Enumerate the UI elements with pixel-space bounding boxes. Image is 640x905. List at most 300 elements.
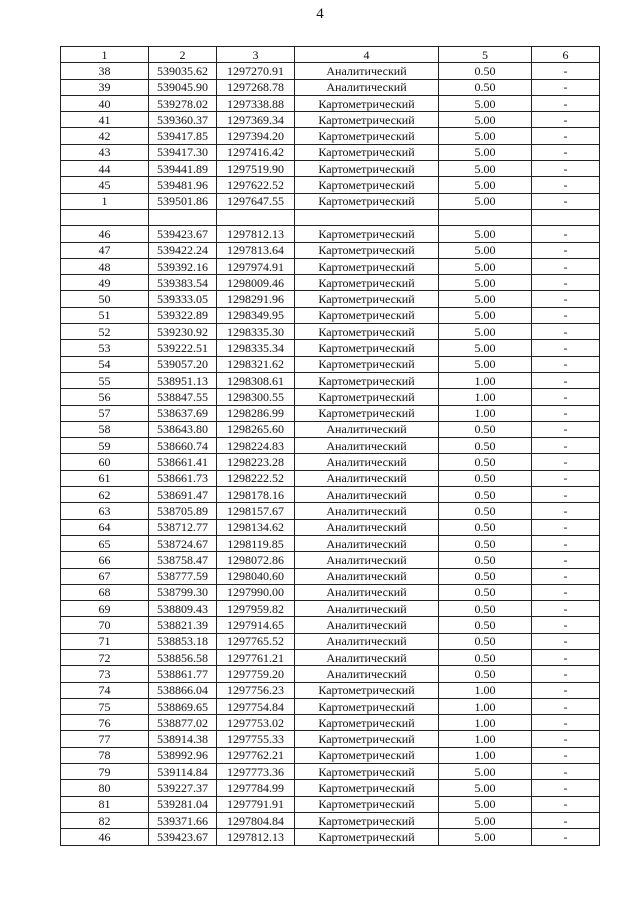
y-coordinate-cell: 1298224.83 xyxy=(217,438,295,454)
point-number-cell: 79 xyxy=(61,764,149,780)
point-number-cell: 70 xyxy=(61,617,149,633)
note-cell: - xyxy=(532,144,600,160)
point-number-cell: 82 xyxy=(61,812,149,828)
accuracy-cell: 1.00 xyxy=(439,731,532,747)
accuracy-cell: 5.00 xyxy=(439,340,532,356)
method-cell: Картометрический xyxy=(295,698,439,714)
method-cell xyxy=(295,209,439,225)
x-coordinate-cell: 538914.38 xyxy=(149,731,217,747)
point-number-cell: 78 xyxy=(61,747,149,763)
accuracy-cell: 0.50 xyxy=(439,79,532,95)
point-number-cell: 49 xyxy=(61,275,149,291)
table-row xyxy=(61,796,600,812)
table-row xyxy=(61,389,600,405)
table-row xyxy=(61,454,600,470)
accuracy-cell: 0.50 xyxy=(439,617,532,633)
method-cell: Картометрический xyxy=(295,193,439,209)
accuracy-cell: 0.50 xyxy=(439,666,532,682)
point-number-cell: 62 xyxy=(61,487,149,503)
method-cell: Картометрический xyxy=(295,340,439,356)
method-cell: Аналитический xyxy=(295,552,439,568)
note-cell: - xyxy=(532,698,600,714)
y-coordinate-cell xyxy=(217,209,295,225)
x-coordinate-cell: 538869.65 xyxy=(149,698,217,714)
table-header xyxy=(61,47,600,63)
accuracy-cell: 5.00 xyxy=(439,226,532,242)
accuracy-cell: 0.50 xyxy=(439,454,532,470)
table-row xyxy=(61,258,600,274)
note-cell: - xyxy=(532,275,600,291)
accuracy-cell: 5.00 xyxy=(439,812,532,828)
table-row xyxy=(61,291,600,307)
method-cell: Картометрический xyxy=(295,226,439,242)
table-row xyxy=(61,535,600,551)
note-cell: - xyxy=(532,291,600,307)
y-coordinate-cell: 1297813.64 xyxy=(217,242,295,258)
x-coordinate-cell: 538661.41 xyxy=(149,454,217,470)
note-cell: - xyxy=(532,324,600,340)
table-row xyxy=(61,698,600,714)
x-coordinate-cell: 539423.67 xyxy=(149,226,217,242)
table-row xyxy=(61,649,600,665)
y-coordinate-cell: 1297519.90 xyxy=(217,161,295,177)
y-coordinate-cell: 1298321.62 xyxy=(217,356,295,372)
x-coordinate-cell: 539422.24 xyxy=(149,242,217,258)
x-coordinate-cell: 539383.54 xyxy=(149,275,217,291)
y-coordinate-cell: 1298349.95 xyxy=(217,307,295,323)
method-cell: Аналитический xyxy=(295,79,439,95)
x-coordinate-cell: 538877.02 xyxy=(149,715,217,731)
note-cell: - xyxy=(532,79,600,95)
x-coordinate-cell xyxy=(149,209,217,225)
table-body xyxy=(61,63,600,845)
accuracy-cell: 5.00 xyxy=(439,128,532,144)
method-cell: Аналитический xyxy=(295,470,439,486)
x-coordinate-cell: 539481.96 xyxy=(149,177,217,193)
note-cell: - xyxy=(532,421,600,437)
x-coordinate-cell: 538951.13 xyxy=(149,372,217,388)
method-cell: Аналитический xyxy=(295,584,439,600)
method-cell: Картометрический xyxy=(295,324,439,340)
method-cell: Аналитический xyxy=(295,666,439,682)
note-cell: - xyxy=(532,405,600,421)
point-number-cell: 75 xyxy=(61,698,149,714)
table-row xyxy=(61,812,600,828)
method-cell: Картометрический xyxy=(295,112,439,128)
point-number-cell: 71 xyxy=(61,633,149,649)
coordinates-table xyxy=(60,46,600,846)
y-coordinate-cell: 1297270.91 xyxy=(217,63,295,79)
y-coordinate-cell: 1298300.55 xyxy=(217,389,295,405)
y-coordinate-cell: 1298335.30 xyxy=(217,324,295,340)
y-coordinate-cell: 1298222.52 xyxy=(217,470,295,486)
accuracy-cell: 0.50 xyxy=(439,519,532,535)
note-cell: - xyxy=(532,258,600,274)
note-cell: - xyxy=(532,356,600,372)
point-number-cell: 56 xyxy=(61,389,149,405)
accuracy-cell: 5.00 xyxy=(439,324,532,340)
note-cell: - xyxy=(532,535,600,551)
table-row xyxy=(61,438,600,454)
method-cell: Картометрический xyxy=(295,356,439,372)
point-number-cell: 65 xyxy=(61,535,149,551)
y-coordinate-cell: 1297974.91 xyxy=(217,258,295,274)
method-cell: Картометрический xyxy=(295,682,439,698)
table-row xyxy=(61,307,600,323)
table-row xyxy=(61,829,600,845)
x-coordinate-cell: 538724.67 xyxy=(149,535,217,551)
method-cell: Картометрический xyxy=(295,372,439,388)
header-cell-3: 3 xyxy=(217,47,295,63)
table-row xyxy=(61,747,600,763)
y-coordinate-cell: 1297990.00 xyxy=(217,584,295,600)
table-row xyxy=(61,324,600,340)
y-coordinate-cell: 1297753.02 xyxy=(217,715,295,731)
accuracy-cell: 5.00 xyxy=(439,829,532,845)
note-cell: - xyxy=(532,633,600,649)
point-number-cell: 47 xyxy=(61,242,149,258)
y-coordinate-cell: 1297759.20 xyxy=(217,666,295,682)
note-cell: - xyxy=(532,666,600,682)
method-cell: Картометрический xyxy=(295,95,439,111)
x-coordinate-cell: 538660.74 xyxy=(149,438,217,454)
x-coordinate-cell: 538637.69 xyxy=(149,405,217,421)
table-row xyxy=(61,275,600,291)
accuracy-cell: 1.00 xyxy=(439,405,532,421)
x-coordinate-cell: 539281.04 xyxy=(149,796,217,812)
method-cell: Картометрический xyxy=(295,291,439,307)
method-cell: Картометрический xyxy=(295,715,439,731)
table-row xyxy=(61,340,600,356)
table-row xyxy=(61,95,600,111)
note-cell: - xyxy=(532,715,600,731)
table-row xyxy=(61,470,600,486)
y-coordinate-cell: 1298157.67 xyxy=(217,503,295,519)
point-number-cell: 44 xyxy=(61,161,149,177)
y-coordinate-cell: 1298291.96 xyxy=(217,291,295,307)
x-coordinate-cell: 539114.84 xyxy=(149,764,217,780)
note-cell: - xyxy=(532,519,600,535)
point-number-cell: 58 xyxy=(61,421,149,437)
note-cell: - xyxy=(532,552,600,568)
y-coordinate-cell: 1297765.52 xyxy=(217,633,295,649)
note-cell: - xyxy=(532,242,600,258)
y-coordinate-cell: 1297812.13 xyxy=(217,829,295,845)
x-coordinate-cell: 539501.86 xyxy=(149,193,217,209)
point-number-cell: 52 xyxy=(61,324,149,340)
table-row xyxy=(61,487,600,503)
note-cell: - xyxy=(532,226,600,242)
method-cell: Картометрический xyxy=(295,128,439,144)
accuracy-cell: 5.00 xyxy=(439,258,532,274)
note-cell: - xyxy=(532,568,600,584)
table-row xyxy=(61,682,600,698)
table-row xyxy=(61,242,600,258)
header-row xyxy=(61,47,600,63)
method-cell: Аналитический xyxy=(295,601,439,617)
point-number-cell: 38 xyxy=(61,63,149,79)
method-cell: Картометрический xyxy=(295,258,439,274)
method-cell: Картометрический xyxy=(295,405,439,421)
table-row xyxy=(61,193,600,209)
x-coordinate-cell: 538992.96 xyxy=(149,747,217,763)
note-cell: - xyxy=(532,177,600,193)
x-coordinate-cell: 538847.55 xyxy=(149,389,217,405)
y-coordinate-cell: 1297622.52 xyxy=(217,177,295,193)
x-coordinate-cell: 538712.77 xyxy=(149,519,217,535)
point-number-cell: 46 xyxy=(61,829,149,845)
method-cell: Картометрический xyxy=(295,764,439,780)
accuracy-cell: 1.00 xyxy=(439,682,532,698)
header-cell-4: 4 xyxy=(295,47,439,63)
table-row xyxy=(61,161,600,177)
y-coordinate-cell: 1298308.61 xyxy=(217,372,295,388)
note-cell: - xyxy=(532,584,600,600)
table-row xyxy=(61,764,600,780)
note-cell: - xyxy=(532,503,600,519)
table-row xyxy=(61,421,600,437)
note-cell xyxy=(532,209,600,225)
header-cell-6: 6 xyxy=(532,47,600,63)
note-cell: - xyxy=(532,617,600,633)
accuracy-cell: 5.00 xyxy=(439,356,532,372)
point-number-cell: 76 xyxy=(61,715,149,731)
x-coordinate-cell: 539360.37 xyxy=(149,112,217,128)
method-cell: Аналитический xyxy=(295,519,439,535)
accuracy-cell: 0.50 xyxy=(439,470,532,486)
method-cell: Аналитический xyxy=(295,617,439,633)
accuracy-cell: 5.00 xyxy=(439,161,532,177)
header-cell-5: 5 xyxy=(439,47,532,63)
y-coordinate-cell: 1297754.84 xyxy=(217,698,295,714)
x-coordinate-cell: 538821.39 xyxy=(149,617,217,633)
table-row xyxy=(61,79,600,95)
accuracy-cell: 5.00 xyxy=(439,144,532,160)
accuracy-cell: 0.50 xyxy=(439,568,532,584)
note-cell: - xyxy=(532,193,600,209)
accuracy-cell: 5.00 xyxy=(439,291,532,307)
method-cell: Аналитический xyxy=(295,438,439,454)
x-coordinate-cell: 539392.16 xyxy=(149,258,217,274)
x-coordinate-cell: 538809.43 xyxy=(149,601,217,617)
method-cell: Картометрический xyxy=(295,389,439,405)
method-cell: Аналитический xyxy=(295,649,439,665)
x-coordinate-cell: 539371.66 xyxy=(149,812,217,828)
y-coordinate-cell: 1298040.60 xyxy=(217,568,295,584)
method-cell: Картометрический xyxy=(295,829,439,845)
x-coordinate-cell: 538853.18 xyxy=(149,633,217,649)
table-row xyxy=(61,731,600,747)
y-coordinate-cell: 1297338.88 xyxy=(217,95,295,111)
point-number-cell: 43 xyxy=(61,144,149,160)
table-row xyxy=(61,405,600,421)
point-number-cell: 72 xyxy=(61,649,149,665)
note-cell: - xyxy=(532,161,600,177)
point-number-cell: 69 xyxy=(61,601,149,617)
method-cell: Картометрический xyxy=(295,161,439,177)
point-number-cell: 68 xyxy=(61,584,149,600)
note-cell: - xyxy=(532,470,600,486)
method-cell: Аналитический xyxy=(295,503,439,519)
y-coordinate-cell: 1298335.34 xyxy=(217,340,295,356)
point-number-cell: 64 xyxy=(61,519,149,535)
accuracy-cell: 1.00 xyxy=(439,715,532,731)
x-coordinate-cell: 539278.02 xyxy=(149,95,217,111)
method-cell: Картометрический xyxy=(295,275,439,291)
y-coordinate-cell: 1297647.55 xyxy=(217,193,295,209)
y-coordinate-cell: 1298134.62 xyxy=(217,519,295,535)
x-coordinate-cell: 539230.92 xyxy=(149,324,217,340)
point-number-cell: 46 xyxy=(61,226,149,242)
note-cell: - xyxy=(532,95,600,111)
y-coordinate-cell: 1297914.65 xyxy=(217,617,295,633)
point-number-cell: 1 xyxy=(61,193,149,209)
point-number-cell: 50 xyxy=(61,291,149,307)
x-coordinate-cell: 539035.62 xyxy=(149,63,217,79)
point-number-cell: 81 xyxy=(61,796,149,812)
accuracy-cell: 0.50 xyxy=(439,633,532,649)
y-coordinate-cell: 1297394.20 xyxy=(217,128,295,144)
accuracy-cell: 0.50 xyxy=(439,63,532,79)
table-row xyxy=(61,356,600,372)
table-row xyxy=(61,666,600,682)
table-row xyxy=(61,601,600,617)
note-cell: - xyxy=(532,438,600,454)
y-coordinate-cell: 1297804.84 xyxy=(217,812,295,828)
x-coordinate-cell: 538758.47 xyxy=(149,552,217,568)
point-number-cell: 80 xyxy=(61,780,149,796)
point-number-cell: 57 xyxy=(61,405,149,421)
point-number-cell: 60 xyxy=(61,454,149,470)
point-number-cell: 41 xyxy=(61,112,149,128)
note-cell: - xyxy=(532,649,600,665)
x-coordinate-cell: 539222.51 xyxy=(149,340,217,356)
note-cell: - xyxy=(532,112,600,128)
method-cell: Картометрический xyxy=(295,747,439,763)
table-row xyxy=(61,144,600,160)
y-coordinate-cell: 1297784.99 xyxy=(217,780,295,796)
table-row xyxy=(61,112,600,128)
accuracy-cell: 5.00 xyxy=(439,112,532,128)
note-cell: - xyxy=(532,812,600,828)
method-cell: Аналитический xyxy=(295,568,439,584)
x-coordinate-cell: 538866.04 xyxy=(149,682,217,698)
table-row xyxy=(61,372,600,388)
accuracy-cell: 5.00 xyxy=(439,95,532,111)
y-coordinate-cell: 1298009.46 xyxy=(217,275,295,291)
accuracy-cell: 1.00 xyxy=(439,698,532,714)
method-cell: Аналитический xyxy=(295,63,439,79)
y-coordinate-cell: 1297762.21 xyxy=(217,747,295,763)
accuracy-cell: 5.00 xyxy=(439,275,532,291)
method-cell: Картометрический xyxy=(295,242,439,258)
method-cell: Картометрический xyxy=(295,796,439,812)
table-row xyxy=(61,503,600,519)
y-coordinate-cell: 1297369.34 xyxy=(217,112,295,128)
y-coordinate-cell: 1297756.23 xyxy=(217,682,295,698)
point-number-cell: 54 xyxy=(61,356,149,372)
x-coordinate-cell: 538691.47 xyxy=(149,487,217,503)
table-row xyxy=(61,177,600,193)
table-row xyxy=(61,584,600,600)
x-coordinate-cell: 539417.85 xyxy=(149,128,217,144)
x-coordinate-cell: 538861.77 xyxy=(149,666,217,682)
accuracy-cell: 0.50 xyxy=(439,601,532,617)
accuracy-cell: 0.50 xyxy=(439,584,532,600)
point-number-cell: 45 xyxy=(61,177,149,193)
point-number-cell: 67 xyxy=(61,568,149,584)
y-coordinate-cell: 1297812.13 xyxy=(217,226,295,242)
page-number: 4 xyxy=(316,6,324,22)
y-coordinate-cell: 1298223.28 xyxy=(217,454,295,470)
accuracy-cell: 5.00 xyxy=(439,780,532,796)
y-coordinate-cell: 1297755.33 xyxy=(217,731,295,747)
note-cell: - xyxy=(532,63,600,79)
table-row xyxy=(61,780,600,796)
table-row xyxy=(61,63,600,79)
x-coordinate-cell: 539045.90 xyxy=(149,79,217,95)
note-cell: - xyxy=(532,829,600,845)
accuracy-cell: 5.00 xyxy=(439,177,532,193)
x-coordinate-cell: 539423.67 xyxy=(149,829,217,845)
point-number-cell: 66 xyxy=(61,552,149,568)
accuracy-cell: 5.00 xyxy=(439,307,532,323)
point-number-cell: 39 xyxy=(61,79,149,95)
note-cell: - xyxy=(532,601,600,617)
point-number-cell: 55 xyxy=(61,372,149,388)
method-cell: Аналитический xyxy=(295,454,439,470)
y-coordinate-cell: 1297959.82 xyxy=(217,601,295,617)
method-cell: Картометрический xyxy=(295,177,439,193)
note-cell: - xyxy=(532,128,600,144)
accuracy-cell: 0.50 xyxy=(439,421,532,437)
note-cell: - xyxy=(532,389,600,405)
point-number-cell: 63 xyxy=(61,503,149,519)
x-coordinate-cell: 538799.30 xyxy=(149,584,217,600)
x-coordinate-cell: 538856.58 xyxy=(149,649,217,665)
table-row xyxy=(61,226,600,242)
y-coordinate-cell: 1297416.42 xyxy=(217,144,295,160)
note-cell: - xyxy=(532,731,600,747)
method-cell: Картометрический xyxy=(295,144,439,160)
x-coordinate-cell: 539333.05 xyxy=(149,291,217,307)
y-coordinate-cell: 1297761.21 xyxy=(217,649,295,665)
x-coordinate-cell: 538777.59 xyxy=(149,568,217,584)
table-row xyxy=(61,519,600,535)
point-number-cell: 51 xyxy=(61,307,149,323)
method-cell: Аналитический xyxy=(295,487,439,503)
note-cell: - xyxy=(532,372,600,388)
method-cell: Картометрический xyxy=(295,812,439,828)
y-coordinate-cell: 1297791.91 xyxy=(217,796,295,812)
x-coordinate-cell: 539417.30 xyxy=(149,144,217,160)
accuracy-cell: 5.00 xyxy=(439,796,532,812)
y-coordinate-cell: 1298119.85 xyxy=(217,535,295,551)
x-coordinate-cell: 539441.89 xyxy=(149,161,217,177)
y-coordinate-cell: 1297773.36 xyxy=(217,764,295,780)
x-coordinate-cell: 539322.89 xyxy=(149,307,217,323)
x-coordinate-cell: 538643.80 xyxy=(149,421,217,437)
header-cell-2: 2 xyxy=(149,47,217,63)
accuracy-cell: 5.00 xyxy=(439,193,532,209)
method-cell: Аналитический xyxy=(295,535,439,551)
y-coordinate-cell: 1297268.78 xyxy=(217,79,295,95)
y-coordinate-cell: 1298178.16 xyxy=(217,487,295,503)
point-number-cell xyxy=(61,209,149,225)
x-coordinate-cell: 539057.20 xyxy=(149,356,217,372)
method-cell: Картометрический xyxy=(295,731,439,747)
accuracy-cell: 1.00 xyxy=(439,372,532,388)
